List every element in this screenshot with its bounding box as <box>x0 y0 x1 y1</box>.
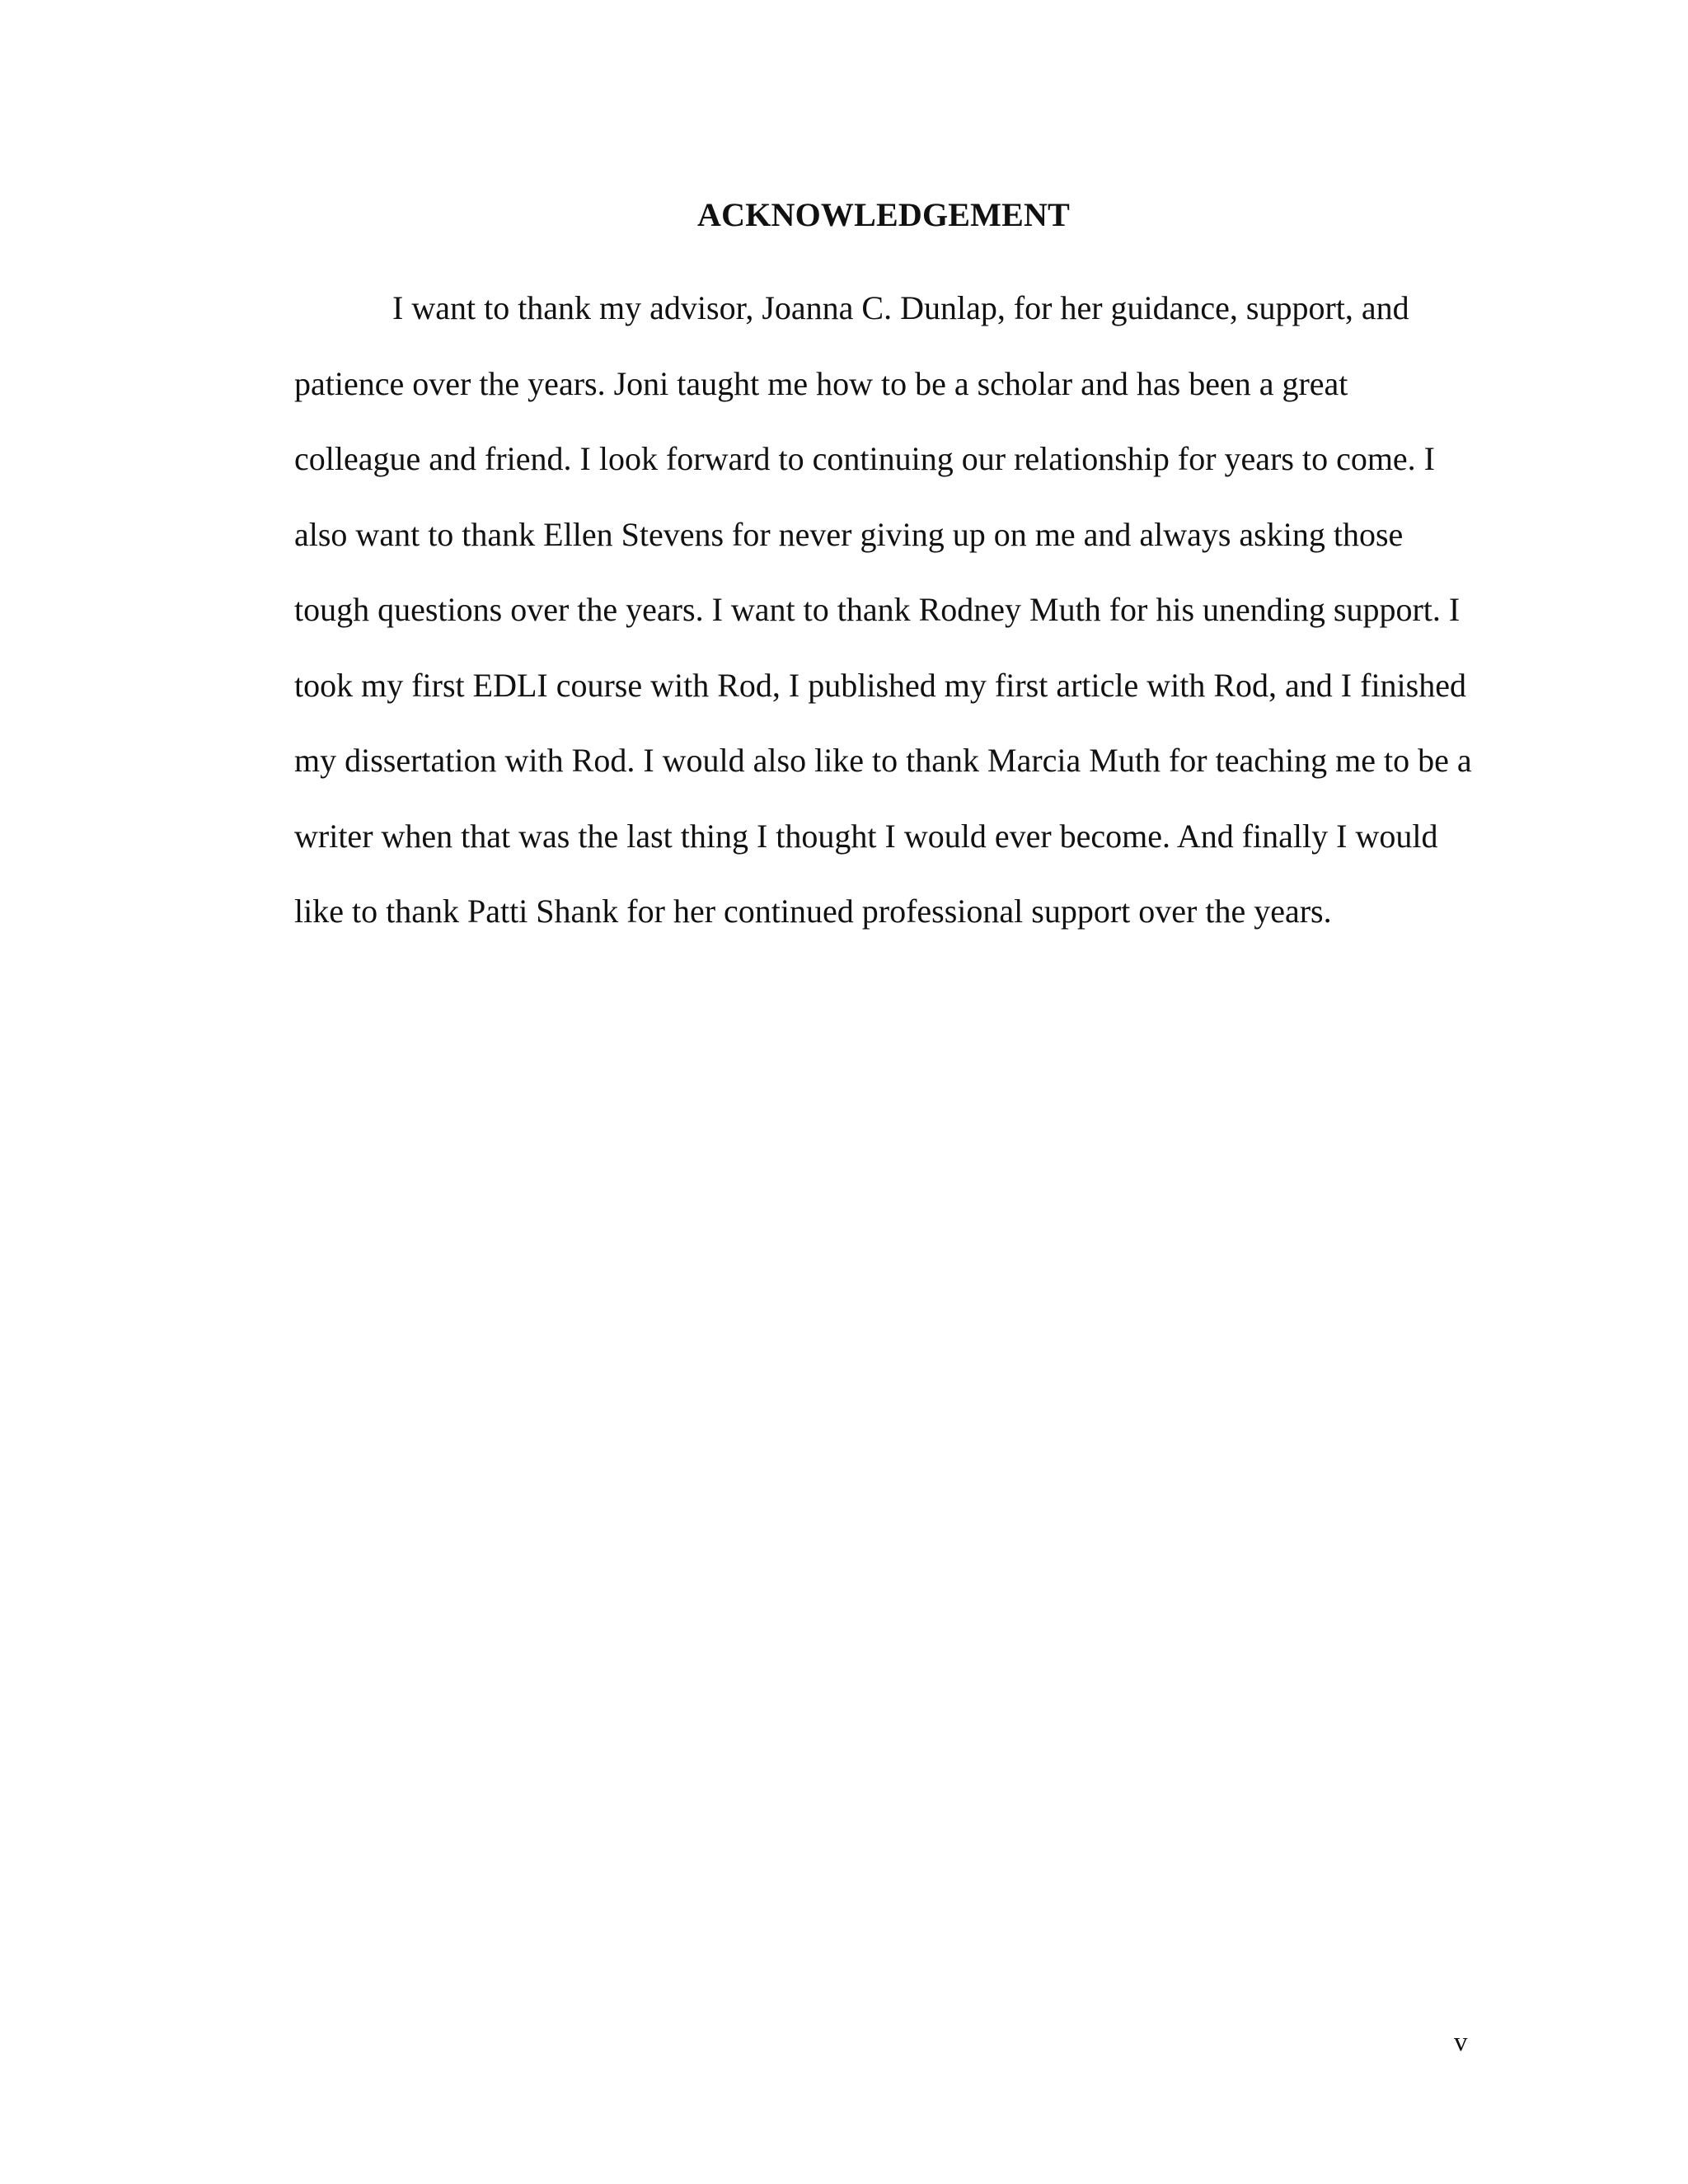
page-number: v <box>1454 2027 1468 2057</box>
paragraph-line: tough questions over the years. I want to thank Rodney Muth for his unending support. I <box>294 591 1461 628</box>
paragraph-line: like to thank Patti Shank for her continued professional support over the years. <box>294 893 1332 930</box>
paragraph-line: also want to thank Ellen Stevens for never giving up on me and always asking those <box>294 515 1404 553</box>
page-title: ACKNOWLEDGEMENT <box>697 196 1070 233</box>
paragraph-line: I want to thank my advisor, Joanna C. Dunlap, for her guidance, support, and <box>392 289 1409 326</box>
paragraph-line: writer when that was the last thing I thought I would ever become. And finally I would <box>294 817 1438 855</box>
paragraph-line: my dissertation with Rod. I would also like to thank Marcia Muth for teaching me to be a <box>294 742 1472 779</box>
paragraph-line: colleague and friend. I look forward to continuing our relationship for years to come. I <box>294 440 1436 477</box>
paragraph-line: took my first EDLI course with Rod, I published my first article with Rod, and I finished <box>294 666 1466 704</box>
paragraph-line: patience over the years. Joni taught me how to be a scholar and has been a great <box>294 364 1348 402</box>
acknowledgement-paragraph <box>294 270 1498 949</box>
